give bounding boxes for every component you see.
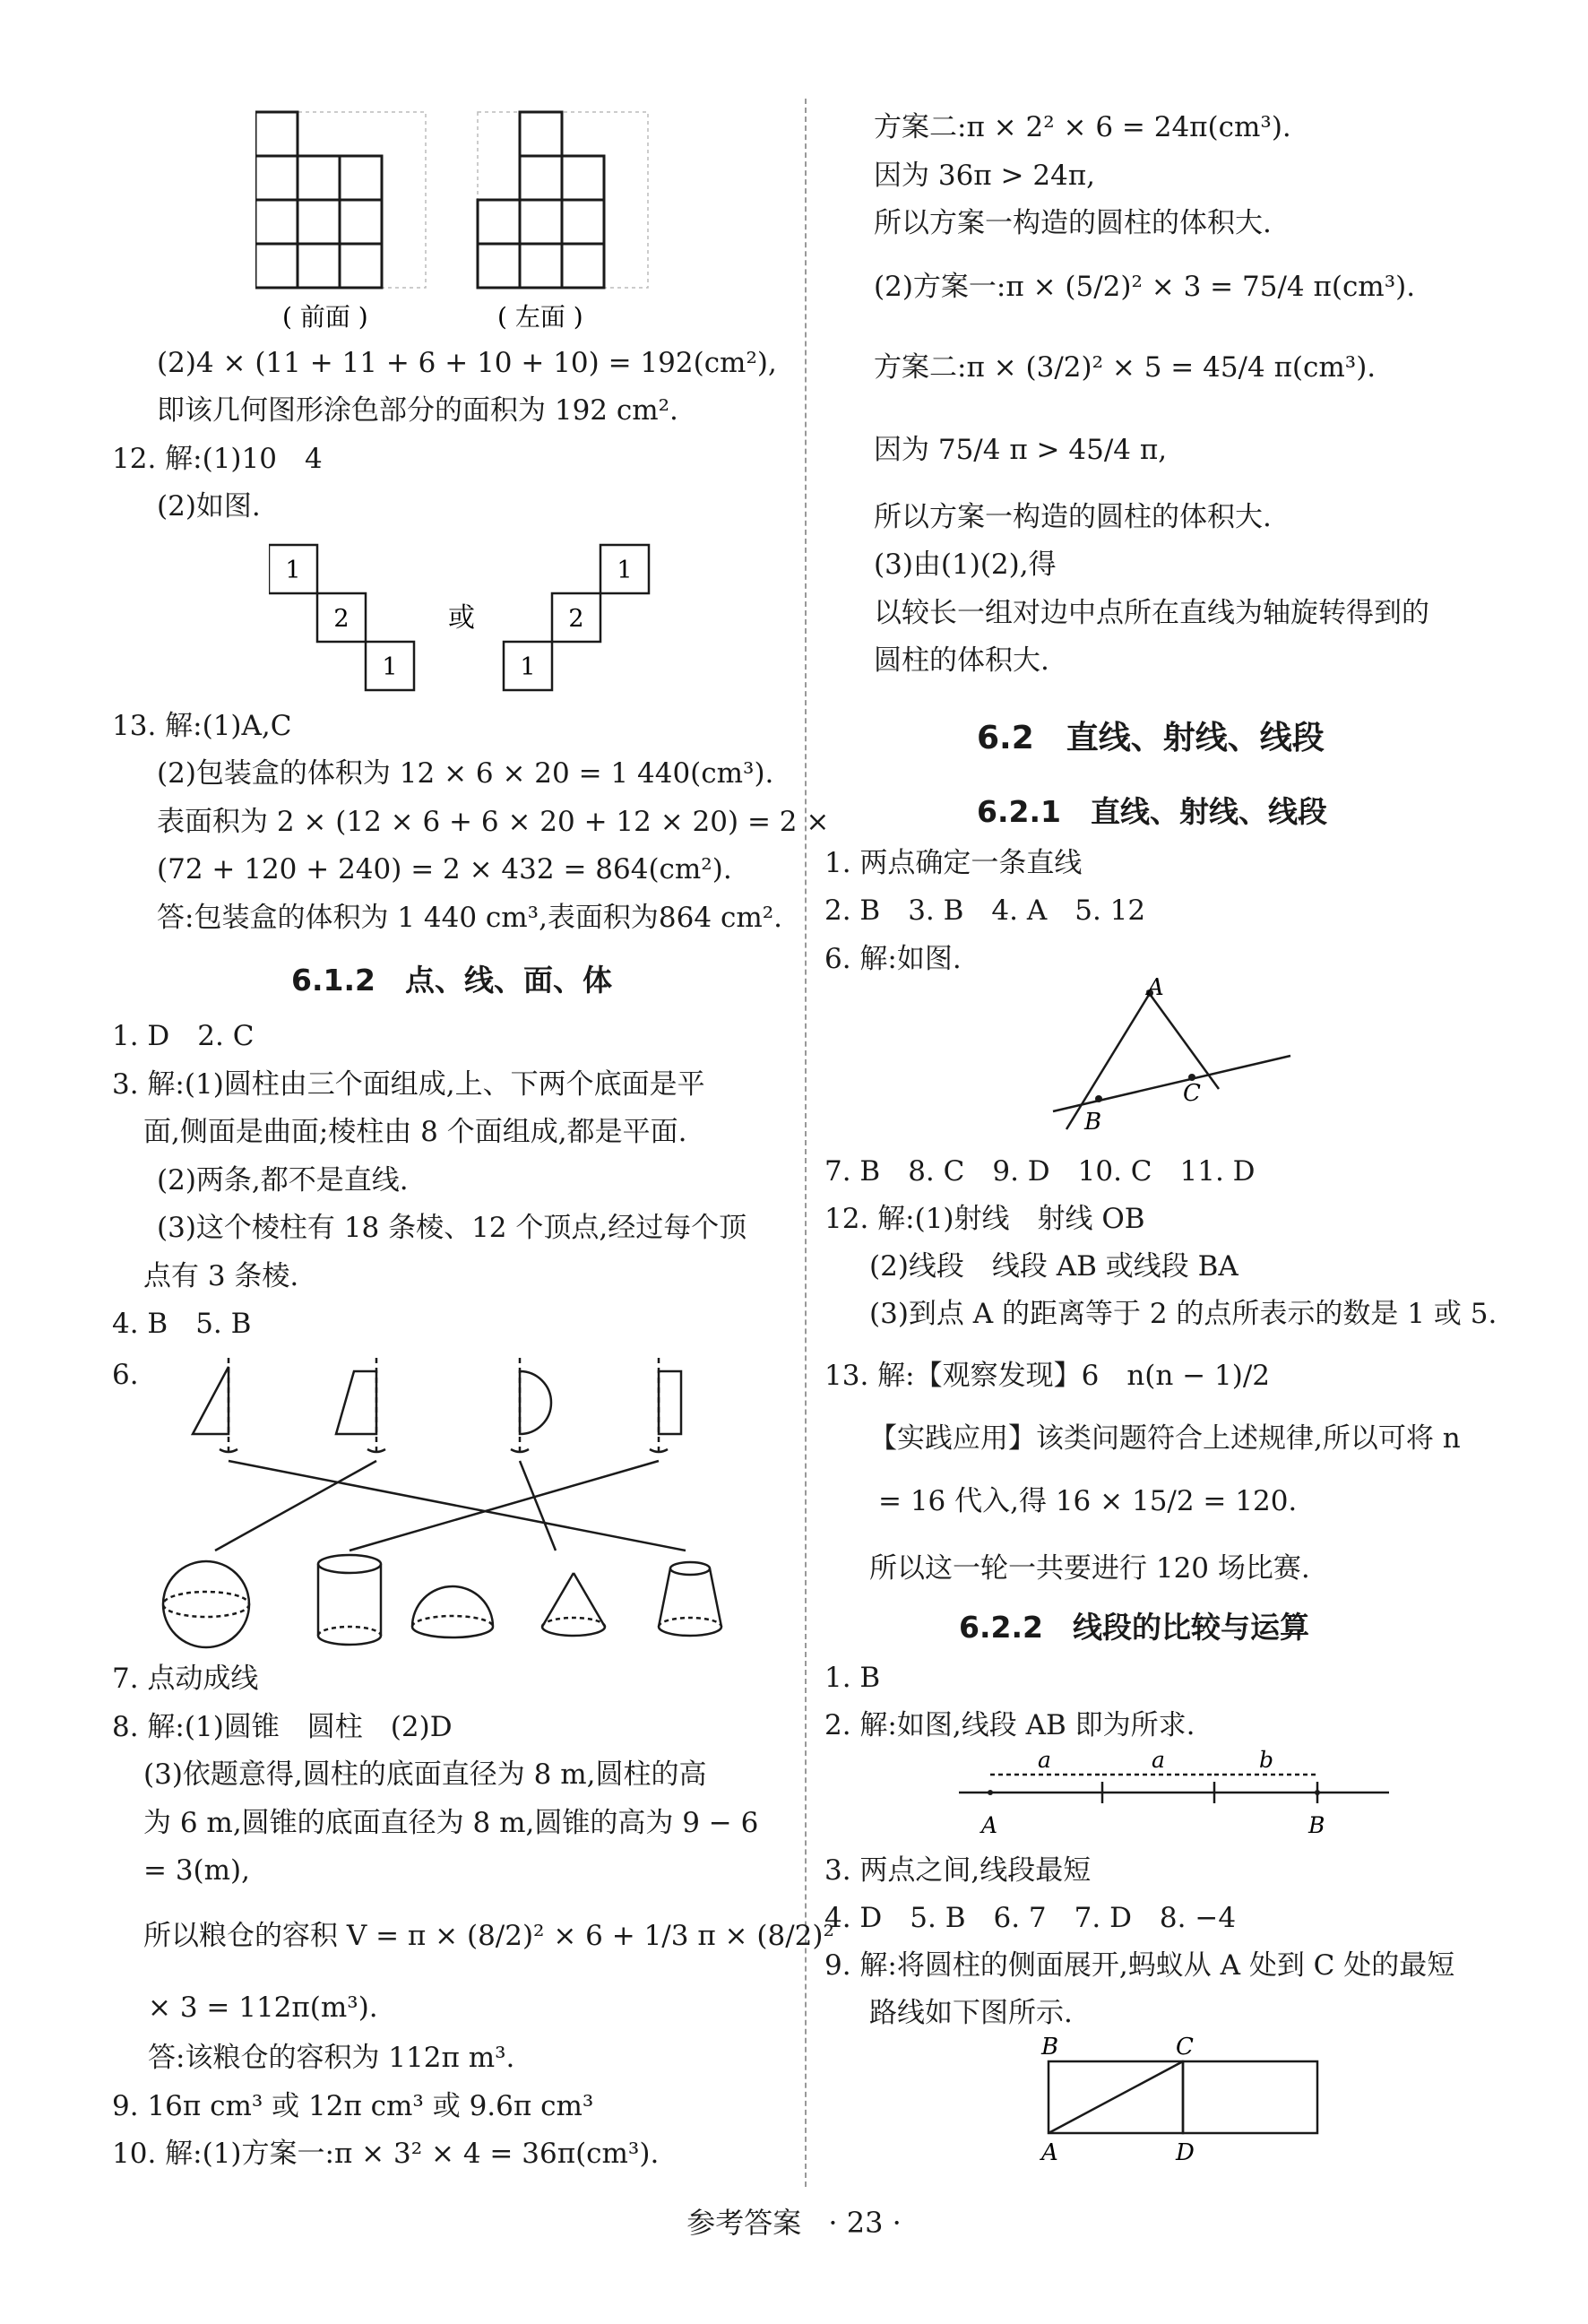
text-line: 以较长一组对边中点所在直线为轴旋转得到的 — [874, 597, 1429, 629]
segment-label: a — [1152, 1748, 1165, 1773]
text-line: 点有 3 条棱. — [143, 1260, 299, 1292]
text-line: 【实践应用】该类问题符合上述规律,所以可将 n — [869, 1422, 1461, 1455]
text-line: 即该几何图形涂色部分的面积为 192 cm². — [157, 394, 678, 427]
footer-title: 参考答案 — [686, 2206, 802, 2240]
text-line: × 3 = 112π(m³). — [148, 1991, 378, 2024]
text-line: 方案二:π × (3/2)² × 5 = 45/4 π(cm³). — [874, 351, 1377, 384]
text-line: 2. 解:如图,线段 AB 即为所求. — [824, 1709, 1195, 1741]
unfolded-cylinder-figure — [1022, 2035, 1344, 2169]
text-line: (3)由(1)(2),得 — [874, 549, 1057, 581]
section-heading: 6.2.2 线段的比较与运算 — [959, 1610, 1309, 1645]
column-divider — [805, 99, 807, 2187]
text-line: 方案二:π × 2² × 6 = 24π(cm³). — [874, 111, 1291, 143]
text-line: 因为 36π > 24π, — [874, 160, 1096, 192]
page-footer — [0, 2200, 1588, 2242]
cell-label: 1 — [520, 653, 536, 681]
text-line: 圆柱的体积大. — [874, 644, 1049, 677]
point-label: C — [1183, 1080, 1201, 1107]
text-line: (2)4 × (11 + 11 + 6 + 10 + 10) = 192(cm²), — [157, 347, 777, 379]
text-line: 6. — [112, 1359, 139, 1391]
section-heading: 6.1.2 点、线、面、体 — [291, 963, 612, 998]
point-label: A — [1147, 977, 1164, 1001]
text-line: (3)到点 A 的距离等于 2 的点所表示的数是 1 或 5. — [869, 1298, 1497, 1330]
segment-label: b — [1259, 1748, 1274, 1773]
text-line: 9. 16π cm³ 或 12π cm³ 或 9.6π cm³ — [112, 2090, 594, 2122]
chapter-heading: 6.2 直线、射线、线段 — [977, 720, 1325, 756]
text-line: 13. 解:(1)A,C — [112, 710, 292, 742]
text-line: 8. 解:(1)圆锥 圆柱 (2)D — [112, 1711, 453, 1743]
text-line: 9. 解:将圆柱的侧面展开,蚂蚁从 A 处到 C 处的最短 — [824, 1949, 1455, 1982]
segment-figure — [950, 1748, 1398, 1846]
text-line: 10. 解:(1)方案一:π × 3² × 4 = 36π(cm³). — [112, 2138, 660, 2170]
text-line: 7. 点动成线 — [112, 1663, 259, 1695]
text-line: (72 + 120 + 240) = 2 × 432 = 864(cm²). — [157, 853, 732, 886]
triangle-line-figure — [1049, 977, 1335, 1138]
point-label: D — [1176, 2139, 1195, 2166]
text-line: 答:包装盒的体积为 1 440 cm³,表面积为864 cm². — [157, 902, 782, 934]
point-label: B — [1041, 2035, 1059, 2060]
text-line: 所以这一轮一共要进行 120 场比赛. — [869, 1552, 1310, 1585]
text-line: 所以粮仓的容积 V = π × (8/2)² × 6 + 1/3 π × (8/2)² — [143, 1920, 834, 1952]
text-line: 12. 解:(1)10 4 — [112, 443, 323, 475]
text-line: 因为 75/4 π > 45/4 π, — [874, 434, 1168, 466]
text-line: 3. 解:(1)圆柱由三个面组成,上、下两个底面是平 — [112, 1068, 705, 1101]
text-line: (3)这个棱柱有 18 条棱、12 个顶点,经过每个顶 — [157, 1212, 747, 1244]
text-line: 表面积为 2 × (12 × 6 + 6 × 20 + 12 × 20) = 2 × — [157, 806, 830, 838]
cell-label: 1 — [382, 653, 398, 681]
point-label: B — [1084, 1109, 1102, 1136]
text-line: 1. B — [824, 1662, 881, 1694]
left-view-label: ( 左面 ) — [497, 302, 583, 332]
section-heading: 6.2.1 直线、射线、线段 — [977, 794, 1327, 829]
text-line: 答:该粮仓的容积为 112π m³. — [148, 2042, 515, 2074]
text-line: = 3(m), — [143, 1854, 250, 1887]
text-line: (2)线段 线段 AB 或线段 BA — [869, 1250, 1238, 1283]
text-line: 所以方案一构造的圆柱的体积大. — [874, 501, 1272, 533]
cell-label: 2 — [333, 605, 350, 633]
cell-label: 1 — [285, 557, 301, 584]
view-grids-figure — [255, 108, 793, 341]
text-line: 7. B 8. C 9. D 10. C 11. D — [824, 1155, 1256, 1188]
text-line: 6. 解:如图. — [824, 943, 962, 975]
point-label: A — [1041, 2139, 1058, 2166]
page-number: · 23 · — [828, 2206, 902, 2240]
text-line: 4. D 5. B 6. 7 7. D 8. −4 — [824, 1902, 1237, 1934]
text-line: 路线如下图所示. — [869, 1997, 1073, 2029]
text-line: 13. 解:【观察发现】6 n(n − 1)/2 — [824, 1360, 1271, 1392]
cell-label: 1 — [617, 557, 633, 584]
text-line: 为 6 m,圆锥的底面直径为 8 m,圆锥的高为 9 − 6 — [143, 1807, 759, 1839]
text-line: 1. D 2. C — [112, 1020, 255, 1052]
text-line: 面,侧面是曲面;棱柱由 8 个面组成,都是平面. — [143, 1116, 687, 1148]
text-line: (2)两条,都不是直线. — [157, 1164, 409, 1197]
text-line: 4. B 5. B — [112, 1308, 252, 1340]
text-line: (2)包装盒的体积为 12 × 6 × 20 = 1 440(cm³). — [157, 757, 774, 790]
text-line: 12. 解:(1)射线 射线 OB — [824, 1203, 1145, 1235]
rotation-matching-figure — [143, 1353, 807, 1649]
cell-label: 2 — [568, 605, 584, 633]
text-line: 3. 两点之间,线段最短 — [824, 1854, 1092, 1887]
text-line: 1. 两点确定一条直线 — [824, 847, 1083, 879]
point-label: C — [1176, 2035, 1194, 2060]
text-line: (3)依题意得,圆柱的底面直径为 8 m,圆柱的高 — [143, 1758, 707, 1791]
text-line: 所以方案一构造的圆柱的体积大. — [874, 207, 1272, 239]
front-view-label: ( 前面 ) — [282, 302, 368, 332]
text-line: = 16 代入,得 16 × 15/2 = 120. — [878, 1485, 1298, 1517]
point-label: A — [981, 1812, 998, 1838]
text-line: 2. B 3. B 4. A 5. 12 — [824, 894, 1146, 927]
point-label: B — [1308, 1812, 1325, 1838]
net-figure-12 — [269, 538, 771, 699]
text-line: (2)如图. — [157, 490, 261, 523]
or-label: 或 — [448, 602, 475, 634]
text-line: (2)方案一:π × (5/2)² × 3 = 75/4 π(cm³). — [874, 271, 1416, 303]
segment-label: a — [1038, 1748, 1051, 1773]
